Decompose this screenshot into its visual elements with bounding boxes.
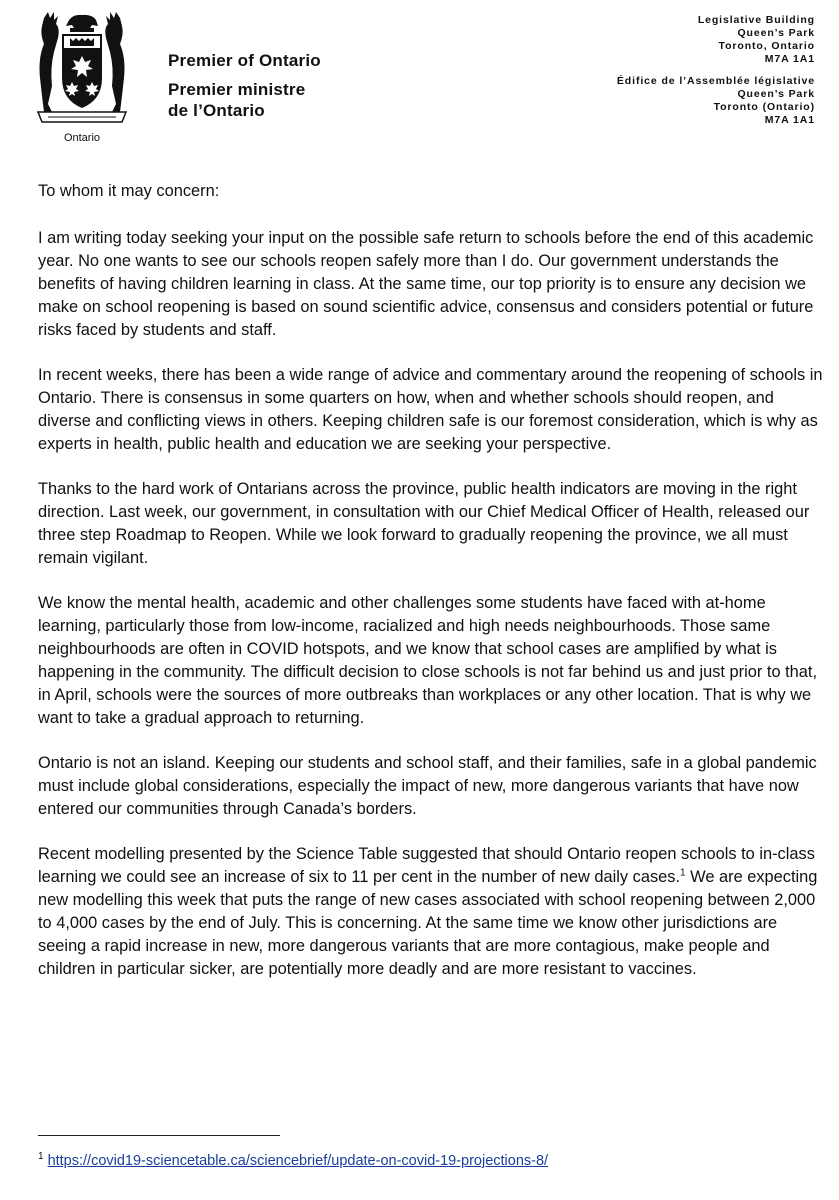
office-title-french-line1: Premier ministre <box>168 80 306 99</box>
paragraph: We know the mental health, academic and other challenges some students have faced with at-home learning, particularly those from low-income, racialized and high needs neighbourhoods. Those same neighbourhoods are often in COVID hotspots, and we know that school cases are amplified by what is happening in the community. The difficult decision to close schools is not far behind us and just prior to that, in April, schools were the sources of more outbreaks than workplaces or any other location. That is why we want to take a gradual approach to returning. <box>38 594 818 727</box>
paragraph: In recent weeks, there has been a wide range of advice and commentary around the reopening of schools in Ontario. There is consensus in some quarters on how, when and whether schools should reopen, and diverse and conflicting views in others. Keeping children safe is our foremost consideration, which is why as experts in health, public health and education we are seeking your perspective. <box>38 366 823 453</box>
paragraph: I am writing today seeking your input on the possible safe return to schools before the end of this academic year. No one wants to see our schools reopen safely more than I do. Our government understands the benefits of having children learning in class. At the same time, our top priority is to ensure any decision we make on school reopening is based on sound scientific advice, consensus and considers potential or future risks faced by students and staff. <box>38 229 814 339</box>
letter-body <box>38 180 828 1003</box>
footnote-divider <box>38 1135 280 1136</box>
coat-of-arms-graphic <box>34 8 130 132</box>
footnote-link[interactable]: https://covid19-sciencetable.ca/sciencebrief/update-on-covid-19-projections-8/ <box>47 1153 549 1169</box>
paragraph-text: Recent modelling presented by the Science Table suggested that should Ontario reopen schools to in-class learning we could see an increase of six to 11 per cent in the number of new daily cases. <box>38 845 815 886</box>
footnote <box>38 1152 548 1170</box>
footnote-reference[interactable]: 1 <box>680 867 686 879</box>
address-line: Toronto, Ontario <box>718 40 815 52</box>
paragraph: Thanks to the hard work of Ontarians across the province, public health indicators are moving in the right direction. Last week, our government, in consultation with our Chief Medical Officer of Health, released our three step Roadmap to Reopen. While we look forward to gradually reopening the province, we all must remain vigilant. <box>38 480 810 567</box>
paragraph-modelling <box>38 843 828 981</box>
letterhead <box>0 0 839 160</box>
address-line: Legislative Building <box>697 14 815 26</box>
address-line: M7A 1A1 <box>764 114 815 126</box>
address-line: Toronto (Ontario) <box>713 101 815 113</box>
address-english <box>617 14 815 66</box>
footnote-number: 1 <box>38 1151 44 1163</box>
address-line: M7A 1A1 <box>764 53 815 65</box>
office-title-french-line2: de l’Ontario <box>168 101 265 120</box>
office-title <box>168 50 321 121</box>
address-line: Édifice de l’Assemblée législative <box>616 75 815 87</box>
paragraph: Ontario is not an island. Keeping our students and school staff, and their families, safe in a global pandemic must include global considerations, especially the impact of new, more dangerous variants that have now entered our communities through Canada’s borders. <box>38 754 817 818</box>
salutation: To whom it may concern: <box>38 182 220 200</box>
paragraph-text: We are expecting new modelling this week that puts the range of new cases associated with school reopening between 2,000 to 4,000 cases by the end of July. This is concerning. At the same time we know other jurisdictions are seeing a rapid increase in new, more dangerous variants that are more contagious, make people and children in particular sicker, are potentially more deadly and are more resistant to vaccines. <box>38 868 818 978</box>
office-address <box>617 14 815 127</box>
office-title-english: Premier of Ontario <box>168 51 321 70</box>
address-line: Queen’s Park <box>737 27 815 39</box>
ontario-coat-of-arms-icon <box>34 8 130 148</box>
address-line: Queen’s Park <box>737 88 815 100</box>
crest-label: Ontario <box>63 132 101 144</box>
address-french <box>617 75 815 127</box>
